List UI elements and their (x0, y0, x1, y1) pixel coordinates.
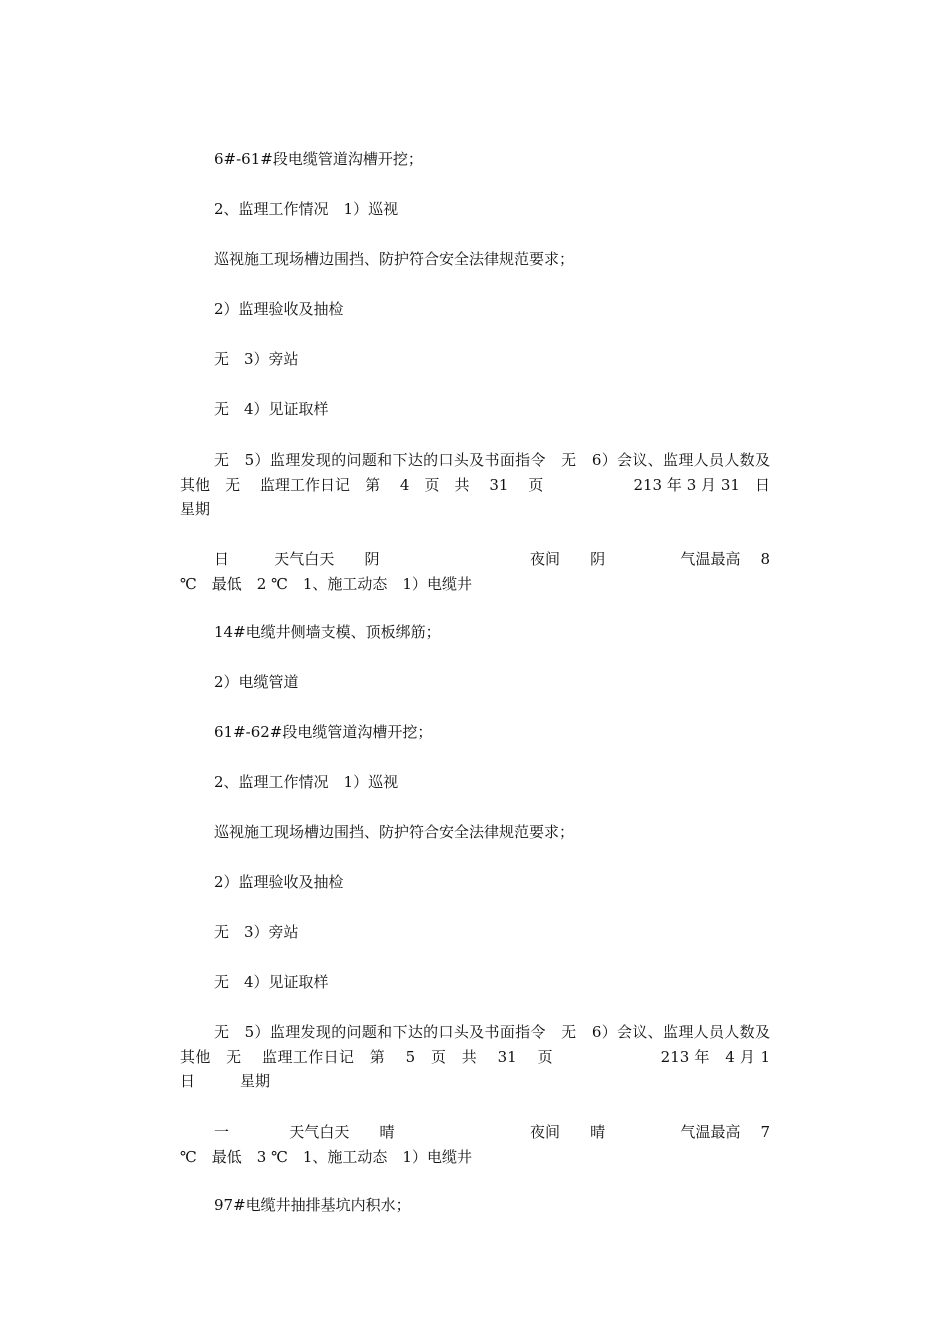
paragraph-19: 97#电缆井抽排基坑内积水； (214, 1196, 411, 1214)
paragraph-11: 61#-62#段电缆管道沟槽开挖； (214, 723, 433, 741)
paragraph-9: 14#电缆井侧墙支模、顶板绑筋； (214, 623, 441, 641)
paragraph-12: 2、监理工作情况 1）巡视 (214, 773, 399, 791)
paragraph-17: 无 5）监理发现的问题和下达的口头及书面指令 无 6）会议、监理人员人数及其他 无 监理工作日记 第 5 页 共 31 页 213 年 4 月 1 日 星期 (180, 1023, 770, 1090)
paragraph-6: 无 4）见证取样 (214, 400, 329, 418)
paragraph-13: 巡视施工现场槽边围挡、防护符合安全法律规范要求； (214, 823, 575, 841)
paragraph-5: 无 3）旁站 (214, 350, 299, 368)
paragraph-7: 无 5）监理发现的问题和下达的口头及书面指令 无 6）会议、监理人员人数及其他 无 监理工作日记 第 4 页 共 31 页 213 年 3 月 31 日 星期 (180, 451, 816, 518)
paragraph-1: 6#-61#段电缆管道沟槽开挖； (214, 150, 423, 168)
paragraph-4: 2）监理验收及抽检 (214, 300, 344, 318)
paragraph-15: 无 3）旁站 (214, 923, 299, 941)
paragraph-18: 一 天气白天 晴 夜间 晴 气温最高 7 ℃ 最低 3 ℃ 1、施工动态 1）电缆井 (180, 1123, 770, 1166)
paragraph-14: 2）监理验收及抽检 (214, 873, 344, 891)
paragraph-2: 2、监理工作情况 1）巡视 (214, 200, 399, 218)
paragraph-16: 无 4）见证取样 (214, 973, 329, 991)
paragraph-3: 巡视施工现场槽边围挡、防护符合安全法律规范要求； (214, 250, 575, 268)
paragraph-8: 日 天气白天 阴 夜间 阴 气温最高 8 ℃ 最低 2 ℃ 1、施工动态 1）电缆井 (180, 550, 770, 593)
paragraph-10: 2）电缆管道 (214, 673, 299, 691)
